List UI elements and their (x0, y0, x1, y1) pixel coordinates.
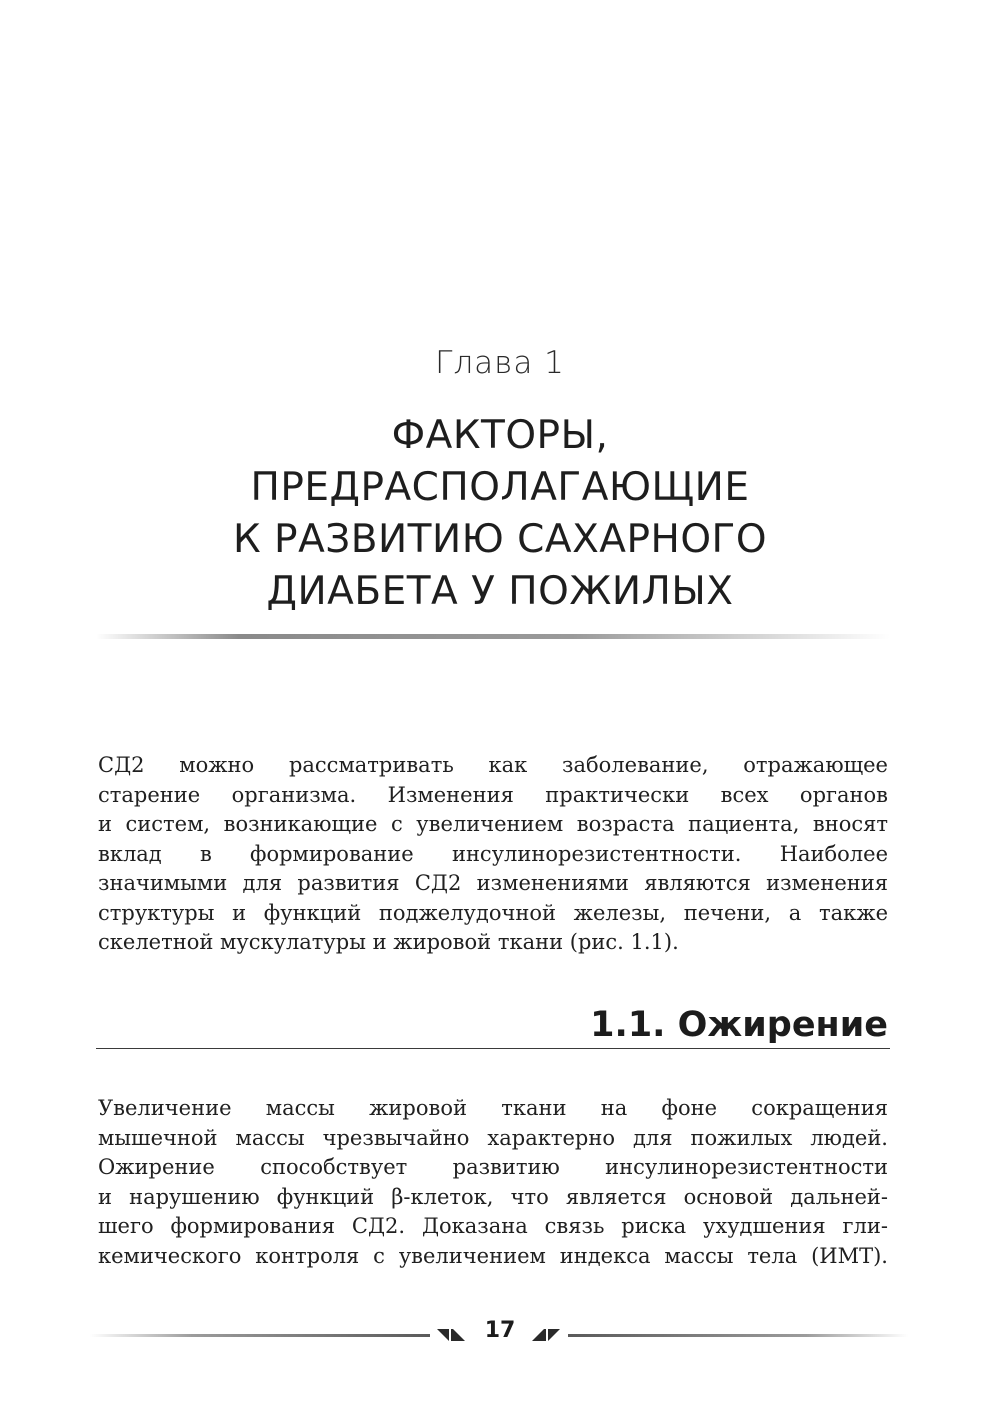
paragraph-line: СД2 можно рассматривать как заболевание, отражающее (98, 753, 888, 777)
chapter-title (100, 410, 900, 618)
paragraph-line: и систем, возникающие с увеличением возраста пациента, вносят (98, 812, 888, 836)
section-heading: 1.1. Ожирение (590, 1005, 888, 1045)
footer-ornament-right-icon (530, 1327, 560, 1343)
section-heading-rule (96, 1048, 890, 1049)
chapter-label: Глава 1 (435, 345, 565, 381)
chapter-title-line: ДИАБЕТА У ПОЖИЛЫХ (266, 569, 734, 614)
footer-rule-right (568, 1334, 908, 1337)
footer-rule-left (90, 1334, 430, 1337)
paragraph-line: значимыми для развития СД2 изменениями являются изменения (98, 871, 888, 895)
paragraph-line: кемического контроля с увеличением индекса массы тела (ИМТ). (98, 1243, 888, 1268)
paragraph-line: старение организма. Изменения практически всех органов (98, 782, 888, 807)
paragraph-line: вклад в формирование инсулинорезистентности. Наиболее (98, 841, 888, 866)
paragraph-line: шего формирования СД2. Доказана связь риска ухудшения гли- (98, 1214, 888, 1238)
chapter-title-line: ПРЕДРАСПОЛАГАЮЩИЕ (250, 465, 750, 510)
paragraph-line: скелетной мускулатуры и жировой ткани (рис. 1.1). (98, 930, 679, 954)
chapter-title-divider (96, 634, 890, 639)
chapter-title-line: ФАКТОРЫ, (391, 413, 609, 458)
paragraph-line: Ожирение способствует развитию инсулинорезистентности (98, 1155, 888, 1179)
intro-paragraph (98, 751, 888, 958)
paragraph-line: мышечной массы чрезвычайно характерно для пожилых людей. (98, 1125, 888, 1150)
page-number: 17 (484, 1318, 516, 1343)
paragraph-line: структуры и функций поджелудочной железы, печени, а также (98, 900, 888, 925)
chapter-title-line: К РАЗВИТИЮ САХАРНОГО (232, 517, 768, 562)
section-paragraph (98, 1094, 888, 1271)
paragraph-line: Увеличение массы жировой ткани на фоне сокращения (98, 1096, 888, 1120)
footer-ornament-left-icon (437, 1327, 467, 1343)
paragraph-line: и нарушению функций β-клеток, что является основой дальней- (98, 1184, 888, 1209)
